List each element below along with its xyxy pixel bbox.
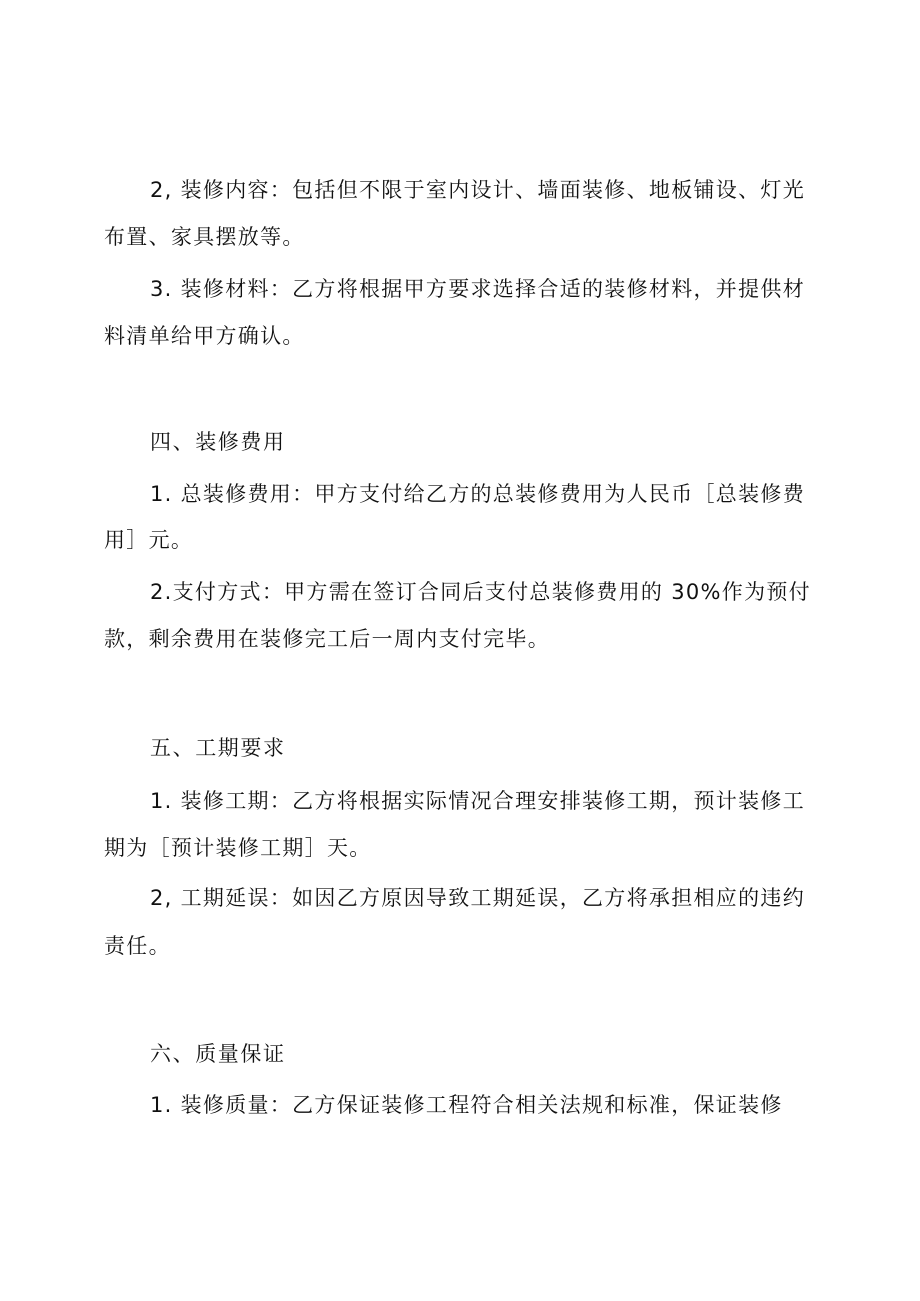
item-3-materials-line-2: 料清单给甲方确认。 <box>104 324 305 348</box>
item-4-1-total-cost-line-2: 用］元。 <box>104 528 194 552</box>
item-5-1-construction-period-line-2: 期为［预计装修工期］天。 <box>104 836 372 860</box>
item-4-1-total-cost-line-1: 1. 总装修费用：甲方支付给乙方的总装修费用为人民币［总装修费 <box>150 482 806 506</box>
item-4-2-payment-method-line-1: 2.支付方式：甲方需在签订合同后支付总装修费用的 30%作为预付 <box>150 580 811 604</box>
item-5-2-delay-line-1: 2, 工期延误：如因乙方原因导致工期延误，乙方将承担相应的违约 <box>150 886 806 910</box>
item-5-2-delay-line-2: 责任。 <box>104 934 171 958</box>
item-5-1-construction-period-line-1: 1. 装修工期：乙方将根据实际情况合理安排装修工期，预计装修工 <box>150 789 806 813</box>
section-4-heading: 四、装修费用 <box>150 430 286 454</box>
item-4-2-payment-method-line-2: 款，剩余费用在装修完工后一周内支付完毕。 <box>104 627 550 651</box>
item-2-decoration-content-line-2: 布置、家具摆放等。 <box>104 225 305 249</box>
item-3-materials-line-1: 3. 装修材料：乙方将根据甲方要求选择合适的装修材料，并提供材 <box>150 277 806 301</box>
section-6-heading: 六、质量保证 <box>150 1042 286 1066</box>
item-2-decoration-content-line-1: 2, 装修内容：包括但不限于室内设计、墙面装修、地板铺设、灯光 <box>150 178 806 202</box>
item-6-1-quality-line-1: 1. 装修质量：乙方保证装修工程符合相关法规和标准，保证装修 <box>150 1093 783 1117</box>
section-5-heading: 五、工期要求 <box>150 736 286 760</box>
